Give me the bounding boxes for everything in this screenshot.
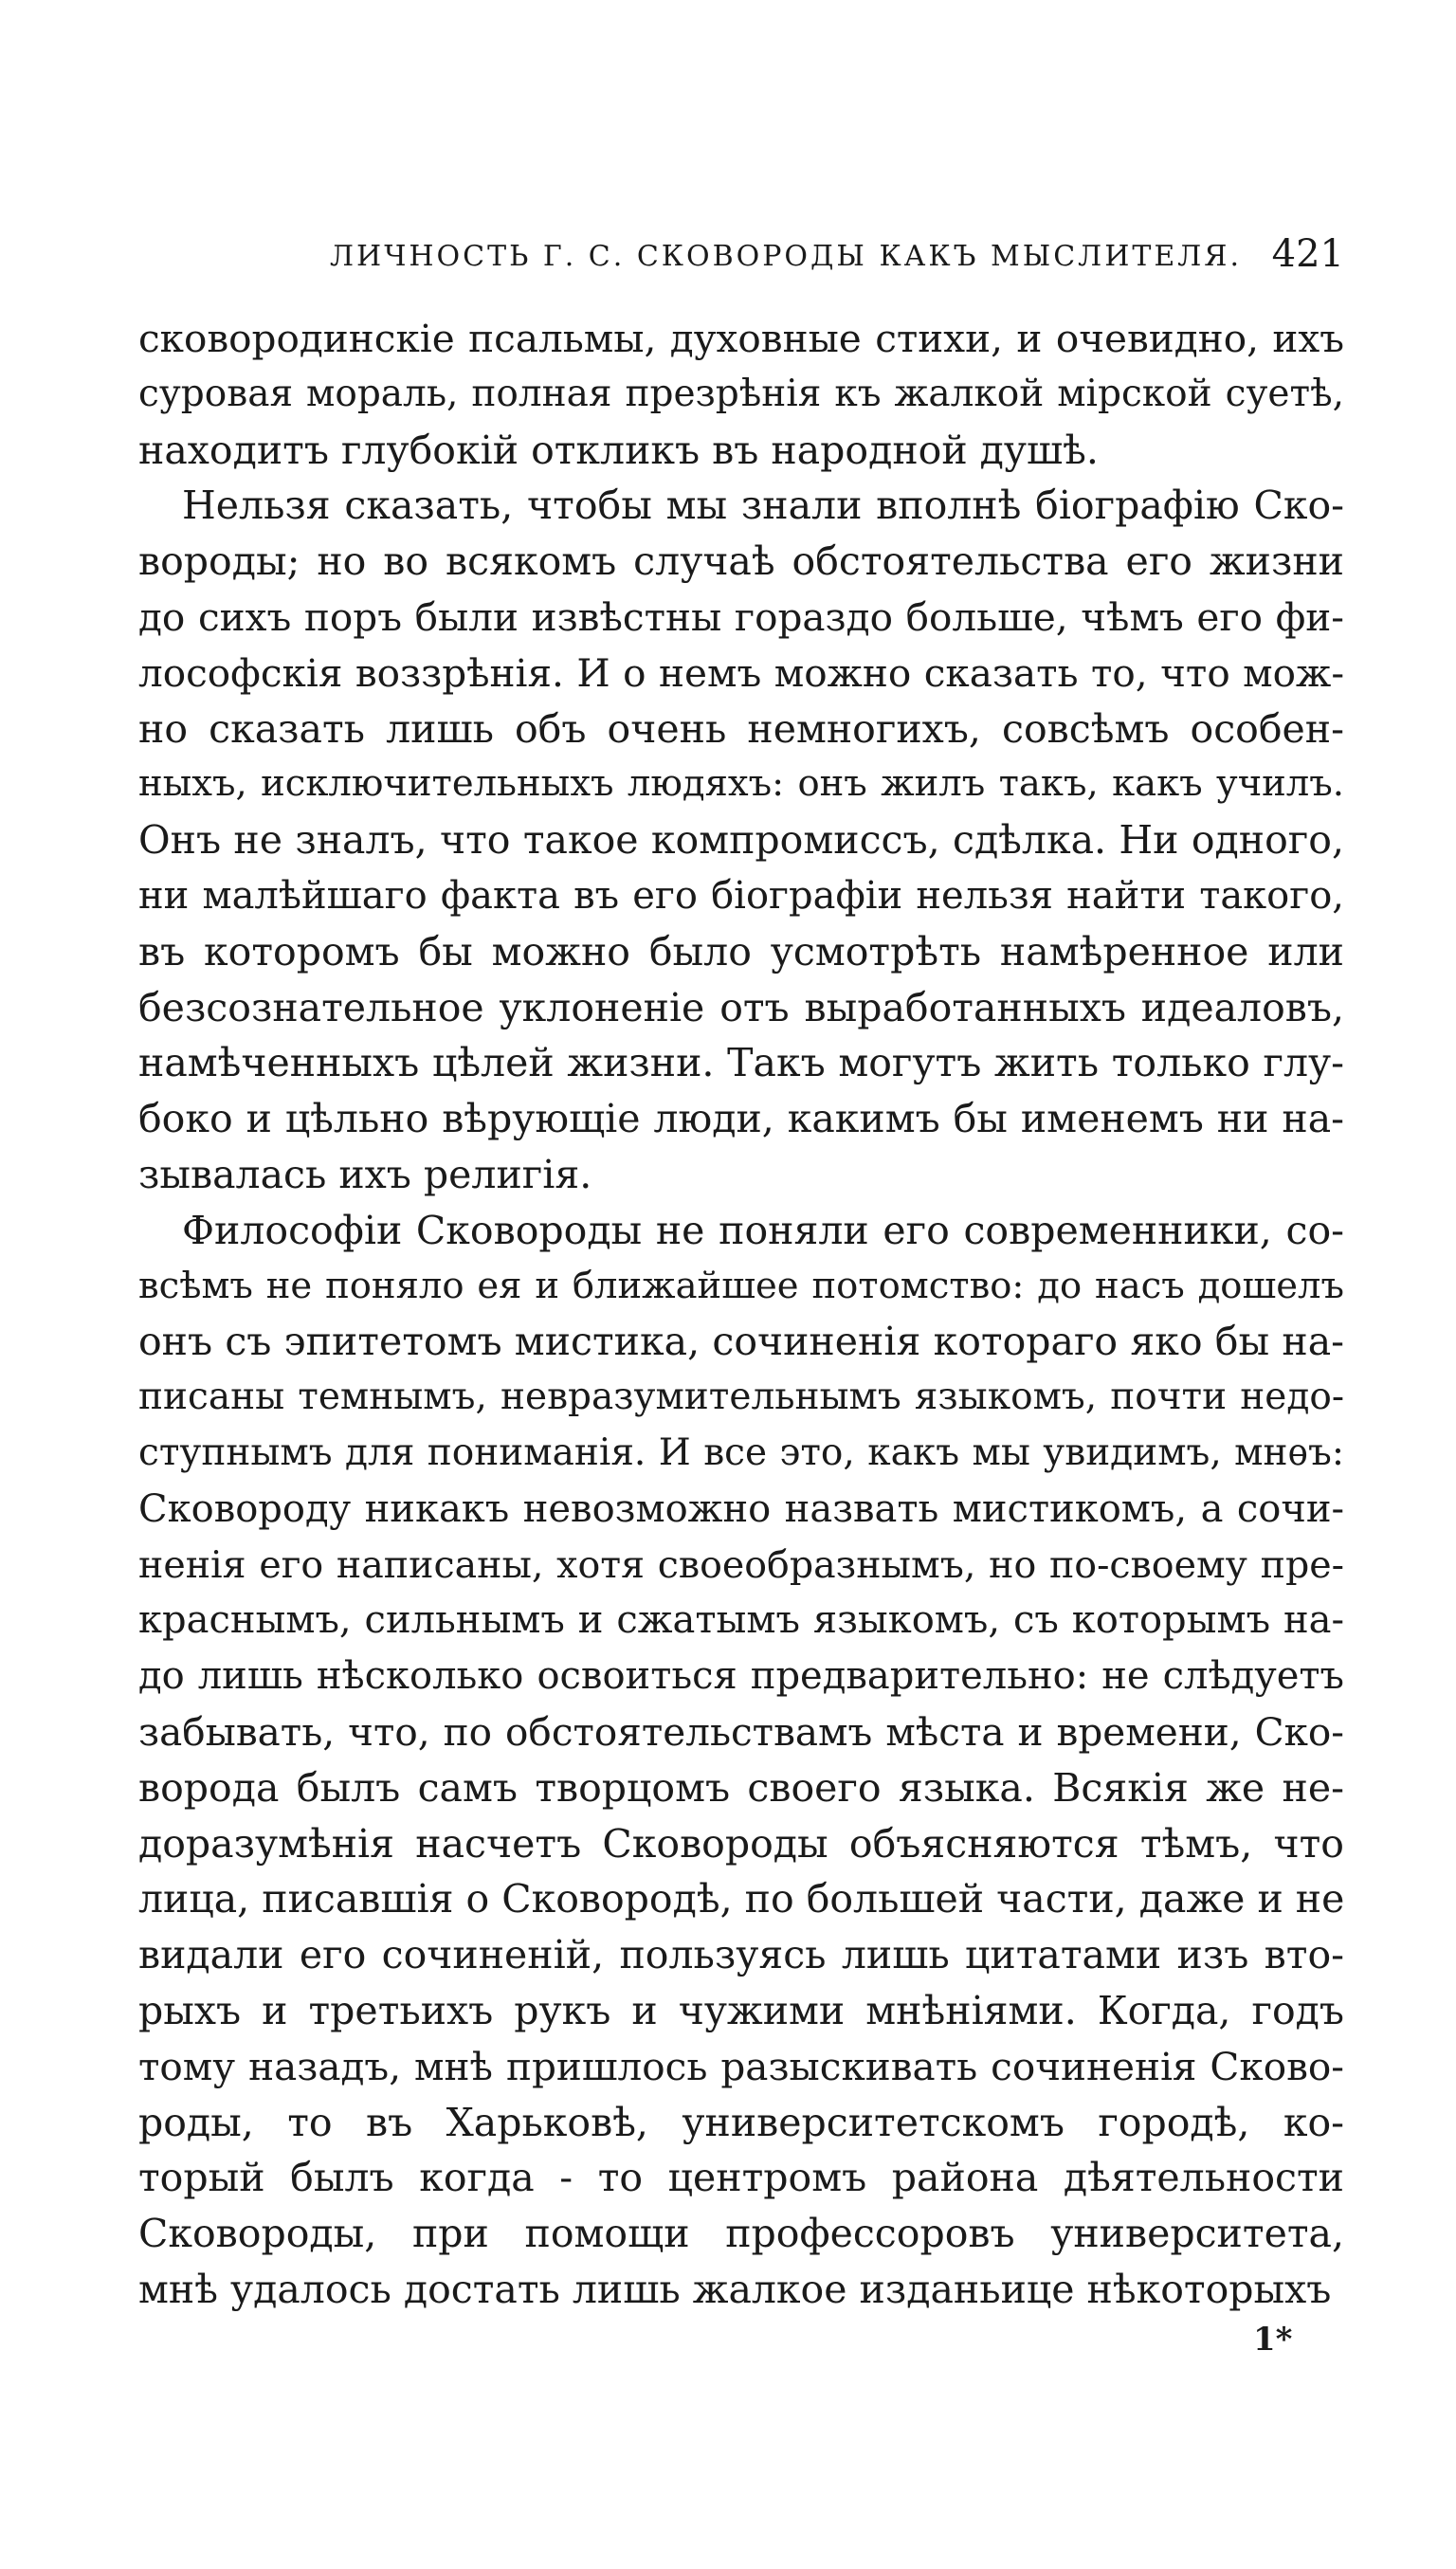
text-line: находитъ глубокій откликъ въ народной душѣ. xyxy=(138,427,1099,473)
text-line: боко и цѣльно вѣрующіе люди, какимъ бы именемъ ни на- xyxy=(138,1096,1344,1142)
text-line: торый былъ когда - то центромъ района дѣятельности xyxy=(138,2155,1344,2201)
text-line: Нельзя сказать, чтобы мы знали вполнѣ біографію Ско- xyxy=(182,483,1344,529)
text-line: Сковороды, при помощи профессоровъ университета, xyxy=(138,2211,1344,2257)
text-line: мнѣ удалось достать лишь жалкое изданьице нѣкоторыхъ xyxy=(138,2266,1332,2312)
text-line: безсознательное уклоненіе отъ выработанныхъ идеаловъ, xyxy=(138,984,1344,1030)
text-line: лософскія воззрѣнія. И о немъ можно сказать то, что мож- xyxy=(138,649,1344,696)
signature-mark: 1* xyxy=(1253,2321,1293,2359)
text-line: зывалась ихъ религія. xyxy=(138,1151,592,1197)
paragraph xyxy=(138,311,1344,478)
page-header xyxy=(138,230,1344,287)
paragraph xyxy=(138,478,1344,1202)
text-line: ступнымъ для пониманія. И все это, какъ мы увидимъ, мнѳъ: xyxy=(138,1430,1344,1474)
paragraph xyxy=(138,1203,1344,2318)
text-line: вороды; но во всякомъ случаѣ обстоятельства его жизни xyxy=(138,538,1344,585)
text-line: краснымъ, сильнымъ и сжатымъ языкомъ, съ которымъ на- xyxy=(138,1598,1344,1643)
body-text xyxy=(138,311,1344,2318)
text-line: роды, то въ Харьковѣ, университетскомъ городѣ, ко- xyxy=(138,2099,1344,2145)
text-line: доразумѣнія насчетъ Сковороды объясняются тѣмъ, что xyxy=(138,1820,1344,1867)
text-line: Философіи Сковороды не поняли его современники, со- xyxy=(182,1207,1344,1253)
text-line: Сковороду никакъ невозможно назвать мистикомъ, а сочи- xyxy=(138,1486,1344,1531)
text-line: до лишь нѣсколько освоиться предварительно: не слѣдуетъ xyxy=(138,1654,1344,1699)
text-line: Онъ не зналъ, что такое компромиссъ, сдѣлка. Ни одного, xyxy=(138,817,1344,864)
text-line: но сказать лишь объ очень немногихъ, совсѣмъ особен- xyxy=(138,705,1344,752)
text-line: рыхъ и третьихъ рукъ и чужими мнѣніями. Когда, годъ xyxy=(138,1987,1344,2033)
text-line: ненія его написаны, хотя своеобразнымъ, но по-своему пре- xyxy=(138,1542,1344,1587)
text-line: видали его сочиненій, пользуясь лишь цитатами изъ вто- xyxy=(138,1932,1344,1978)
text-line: сковородинскіе псальмы, духовные стихи, и очевидно, ихъ xyxy=(138,316,1344,361)
text-line: въ которомъ бы можно было усмотрѣть намѣренное или xyxy=(138,928,1344,975)
text-line: онъ съ эпитетомъ мистика, сочиненія котораго яко бы на- xyxy=(138,1319,1344,1365)
text-line: лица, писавшія о Сковородѣ, по большей части, даже и не xyxy=(138,1876,1344,1922)
running-head: ЛИЧНОСТЬ Г. С. СКОВОРОДЫ КАКЪ МЫСЛИТЕЛЯ. xyxy=(330,240,1243,273)
text-line: всѣмъ не поняло ея и ближайшее потомство: до насъ дошелъ xyxy=(138,1264,1344,1307)
text-line: ныхъ, исключительныхъ людяхъ: онъ жилъ такъ, какъ училъ. xyxy=(138,762,1344,806)
page-number: 421 xyxy=(1271,232,1344,276)
text-line: забывать, что, по обстоятельствамъ мѣста и времени, Ско- xyxy=(138,1708,1344,1755)
text-line: ни малѣйшаго факта въ его біографіи нельзя найти такого, xyxy=(138,873,1344,918)
text-line: ворода былъ самъ творцомъ своего языка. Всякія же не- xyxy=(138,1764,1344,1811)
text-line: до сихъ поръ были извѣстны гораздо больше, чѣмъ его фи- xyxy=(138,593,1344,640)
text-line: писаны темнымъ, невразумительнымъ языкомъ, почти недо- xyxy=(138,1376,1344,1419)
text-line: тому назадъ, мнѣ пришлось разыскивать сочиненія Сково- xyxy=(138,2043,1344,2089)
text-line: суровая мораль, полная презрѣнія къ жалкой мірской суетѣ, xyxy=(138,372,1344,415)
text-line: намѣченныхъ цѣлей жизни. Такъ могутъ жить только глу- xyxy=(138,1040,1344,1086)
